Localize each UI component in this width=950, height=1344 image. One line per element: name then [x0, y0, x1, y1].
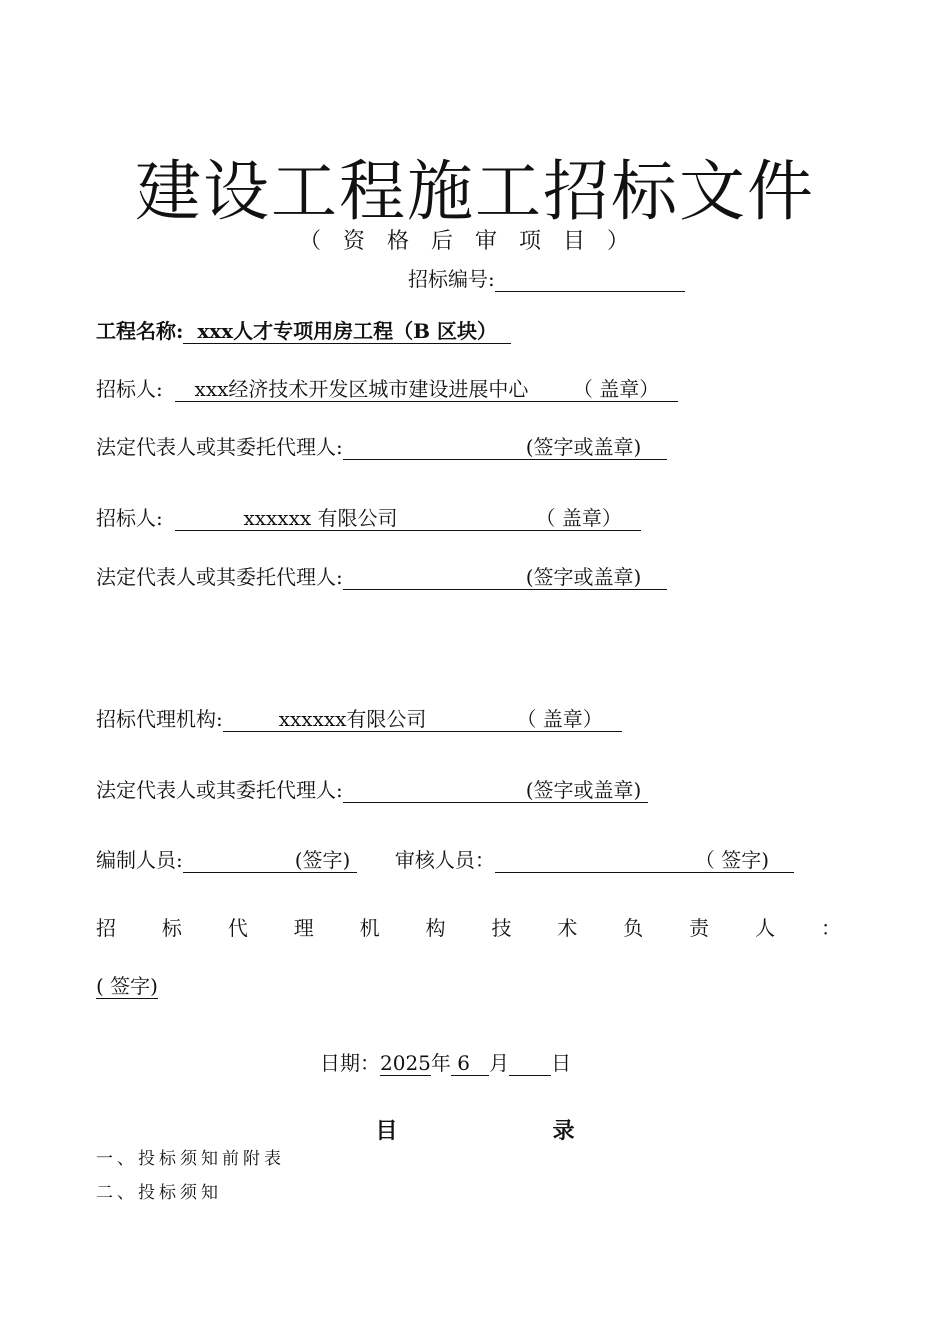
date-year-unit: 年 [430, 1051, 451, 1075]
rep-3-blank [343, 779, 648, 803]
agency-label: 招标代理机构: [96, 707, 223, 731]
agency-seal: （ 盖章） [516, 707, 603, 731]
tech-lead-char: 术 [557, 916, 578, 940]
date-day-blank [509, 1052, 551, 1076]
rep-1-sign: (签字或盖章) [525, 435, 642, 459]
tech-lead-char: 技 [491, 916, 512, 940]
rep-2-blank [343, 566, 667, 590]
tech-lead-char: 代 [227, 916, 248, 940]
date-label: 日期： [320, 1051, 380, 1075]
bid-number-label: 招标编号: [408, 267, 495, 291]
date-month-blank [451, 1052, 489, 1076]
rep-1-line [96, 431, 667, 460]
tech-lead-char: 责 [689, 916, 710, 940]
staff-line [96, 844, 794, 873]
tenderer-2-seal: （ 盖章） [535, 506, 622, 530]
tech-lead-char: ： [820, 916, 841, 940]
tenderer-1-blank [175, 378, 678, 402]
reviewer-blank [495, 849, 795, 873]
project-name-line [96, 315, 511, 344]
tech-lead-sign: ( 签字) [96, 974, 158, 998]
rep-2-line [96, 561, 667, 590]
date-line [320, 1047, 571, 1076]
document-subtitle: （资格后审项目） [298, 229, 651, 254]
rep-2-label: 法定代表人或其委托代理人: [96, 565, 343, 589]
agency-blank [223, 708, 622, 732]
tenderer-1-label: 招标人: [96, 377, 163, 401]
rep-3-line [96, 774, 648, 803]
toc-title-right: 录 [552, 1118, 575, 1144]
bid-number-blank [495, 268, 685, 292]
tech-lead-line [96, 912, 841, 941]
date-month-unit: 月 [489, 1051, 510, 1075]
tenderer-1-name: xxx经济技术开发区城市建设进展中心 [194, 377, 529, 401]
tech-lead-char: 人 [755, 916, 776, 940]
toc-item[interactable]: 二、投标须知 [96, 1183, 222, 1203]
project-name-value [183, 320, 511, 344]
bid-number-line [408, 263, 685, 292]
date-year: 2025 [380, 1051, 431, 1075]
tenderer-1-seal: （ 盖章） [572, 377, 660, 401]
date-day-unit: 日 [551, 1051, 572, 1075]
project-name-text: xxx人才专项用房工程（B 区块） [197, 319, 497, 343]
rep-1-label: 法定代表人或其委托代理人: [96, 435, 343, 459]
rep-3-label: 法定代表人或其委托代理人: [96, 778, 343, 802]
tenderer-1-line [96, 373, 678, 402]
date-month: 6 [457, 1051, 470, 1075]
tech-lead-char: 负 [623, 916, 644, 940]
tenderer-2-line [96, 502, 641, 531]
agency-line [96, 703, 622, 732]
toc-title-left: 目 [375, 1118, 398, 1144]
rep-2-sign: (签字或盖章) [525, 565, 642, 589]
tech-lead-sign-line [96, 974, 164, 999]
tech-lead-char: 理 [293, 916, 314, 940]
reviewer-label: 审核人员： [394, 848, 495, 872]
rep-3-sign: (签字或盖章) [525, 778, 642, 802]
tenderer-2-blank [175, 507, 640, 531]
editor-sign: (签字) [294, 848, 351, 872]
editor-label: 编制人员: [96, 848, 183, 872]
tech-lead-char: 构 [425, 916, 446, 940]
rep-1-blank [343, 436, 667, 460]
tech-lead-char: 招 [96, 916, 116, 940]
tech-lead-char: 标 [161, 916, 182, 940]
tech-lead-char: 机 [359, 916, 380, 940]
reviewer-sign: （ 签字) [694, 848, 770, 872]
project-name-label: 工程名称: [96, 319, 184, 343]
agency-name: xxxxxx有限公司 [278, 707, 427, 731]
toc-title [0, 1114, 950, 1145]
toc-item[interactable]: 一、投标须知前附表 [96, 1149, 285, 1169]
editor-blank [183, 849, 357, 873]
tenderer-2-name: xxxxxx 有限公司 [243, 506, 398, 530]
tenderer-2-label: 招标人: [96, 506, 163, 530]
document-title: 建设工程施工招标文件 [135, 153, 815, 230]
